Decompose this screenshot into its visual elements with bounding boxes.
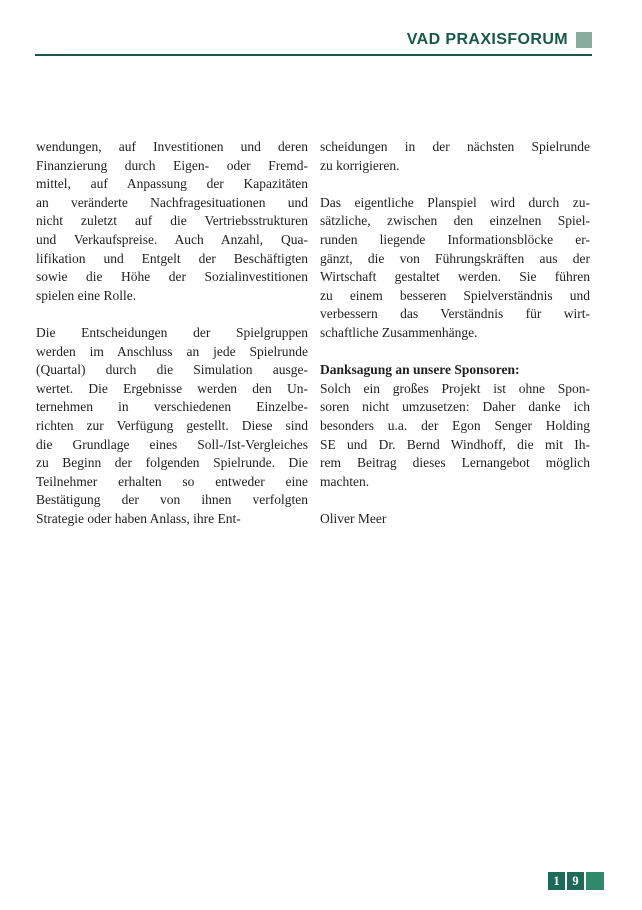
text-line: rem Beitrag dieses Lernangebot möglich <box>320 455 590 471</box>
text-line: spielen eine Rolle. <box>36 287 137 303</box>
text-line: richten zur Verfügung gestellt. Diese sind <box>36 417 308 433</box>
right-column <box>320 138 590 547</box>
text-line: mittel, auf Anpassung der Kapazitäten <box>36 176 308 192</box>
text-line: lifikation und Entgelt der Beschäftigten <box>36 250 308 266</box>
header-accent-square-icon <box>576 32 592 48</box>
text-line: Teilnehmer erhalten so entweder eine <box>36 473 308 489</box>
header-title: VAD PRAXISFORUM <box>406 31 568 48</box>
text-line: Wirtschaft gestaltet werden. Sie führen <box>320 269 590 285</box>
text-line: Solch ein großes Projekt ist ohne Spon- <box>320 380 590 396</box>
author-signature <box>320 510 590 529</box>
text-line: soren nicht umzusetzen: Daher danke ich <box>320 399 590 415</box>
header-rule <box>35 54 592 56</box>
header-row <box>35 31 592 48</box>
text-line: Strategie oder haben Anlass, ihre Ent- <box>36 510 241 526</box>
text-line: verbessern das Verständnis für wirt- <box>320 306 590 322</box>
text-line: scheidungen in der nächsten Spielrunde <box>320 139 590 154</box>
text-line: Die Entscheidungen der Spielgruppen <box>36 324 308 340</box>
paragraph <box>36 324 308 529</box>
text-line: Bestätigung der von ihnen verfolgten <box>36 492 308 508</box>
page-footer <box>548 872 604 890</box>
left-column <box>36 138 308 547</box>
page-number-box-1: 1 <box>548 872 565 890</box>
text-line: werden im Anschluss an jede Spielrunde <box>36 343 308 359</box>
text-line: zu Beginn der folgenden Spielrunde. Die <box>36 455 308 471</box>
text-line: (Quartal) durch die Simulation ausge- <box>36 362 308 378</box>
paragraph <box>320 380 590 492</box>
page-number-box-9: 9 <box>567 872 584 890</box>
text-line: die Grundlage eines Soll-/Ist-Vergleiches <box>36 436 308 452</box>
text-line: an veränderte Nachfragesituationen und <box>36 194 308 210</box>
text-line: Oliver Meer <box>320 510 387 526</box>
text-line: und Verkaufspreise. Auch Anzahl, Qua- <box>36 231 308 247</box>
text-line: wertet. Die Ergebnisse werden den Un- <box>36 380 308 396</box>
section-heading <box>320 361 590 380</box>
page-header <box>35 31 592 56</box>
text-line: sätzliche, zwischen den einzelnen Spiel- <box>320 213 590 229</box>
text-line: ternehmen in verschiedenen Einzelbe- <box>36 399 308 415</box>
text-line: runden liegende Informationsblöcke er- <box>320 231 590 247</box>
text-line: machten. <box>320 473 370 489</box>
paragraph <box>320 138 590 175</box>
text-line: schaftliche Zusammenhänge. <box>320 324 478 340</box>
text-line: zu korrigieren. <box>320 157 400 173</box>
paragraph <box>320 194 590 343</box>
text-line: gänzt, die von Führungskräften aus der <box>320 250 590 266</box>
text-line: wendungen, auf Investitionen und deren <box>36 139 308 154</box>
text-line: nicht zuletzt auf die Vertriebsstrukturen <box>36 213 308 229</box>
text-line: sowie die Höhe der Sozialinvestitionen <box>36 269 308 285</box>
text-line: Finanzierung durch Eigen- oder Fremd- <box>36 157 308 173</box>
paragraph <box>36 138 308 305</box>
text-line: besonders u.a. der Egon Senger Holding <box>320 417 590 433</box>
text-line: zu einem besseren Spielverständnis und <box>320 287 590 303</box>
article-columns <box>36 138 590 547</box>
text-line: Danksagung an unsere Sponsoren: <box>320 362 520 378</box>
footer-accent-square-icon <box>586 872 604 890</box>
text-line: SE und Dr. Bernd Windhoff, die mit Ih- <box>320 436 590 452</box>
text-line: Das eigentliche Planspiel wird durch zu- <box>320 194 590 210</box>
